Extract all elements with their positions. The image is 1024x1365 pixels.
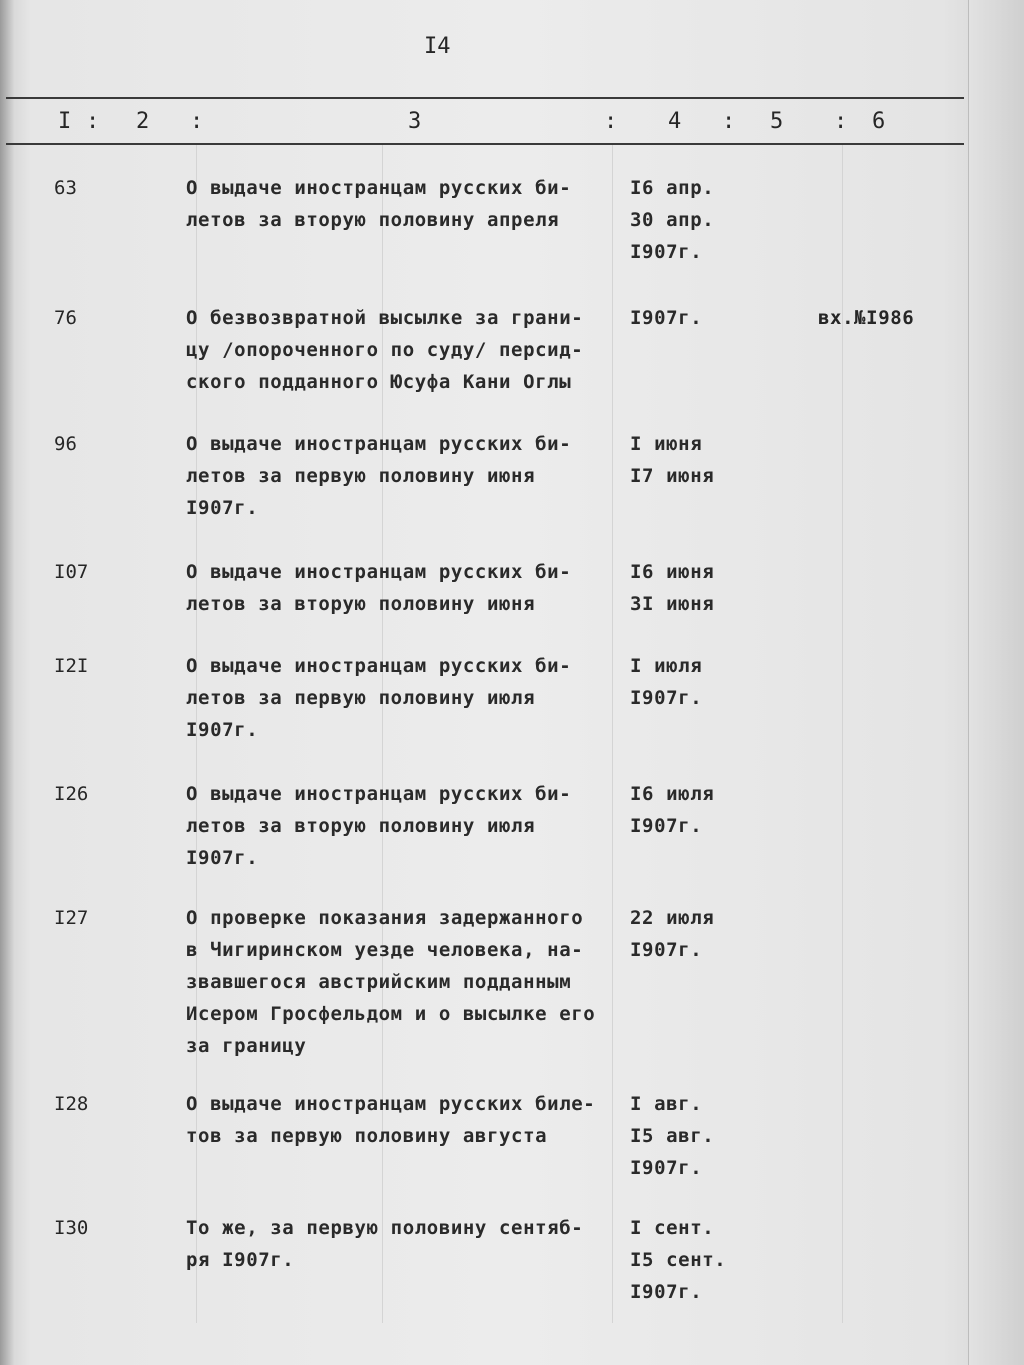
description-line: ского подданного Юсуфа Кани Оглы [186, 371, 572, 393]
date-line: I6 апр. [630, 177, 715, 199]
case-description [186, 556, 631, 620]
description-line: О проверке показания задержанного [186, 907, 584, 929]
case-dates [630, 428, 714, 492]
header-rule-top [6, 97, 964, 99]
column-header-1: I [58, 109, 74, 134]
description-line: О выдаче иностранцам русских би- [186, 655, 572, 677]
case-description [186, 1212, 631, 1276]
column-separator: : [190, 109, 206, 134]
description-line: I907г. [186, 847, 259, 869]
column-separator: : [834, 109, 850, 134]
page-right-edge [968, 0, 1024, 1365]
column-header-4: 4 [668, 109, 684, 134]
case-number: I2I [54, 655, 89, 677]
date-line: I5 сент. [630, 1249, 727, 1271]
description-line: О выдаче иностранцам русских биле- [186, 1093, 596, 1115]
description-line: летов за вторую половину июля [186, 815, 536, 837]
description-line: тов за первую половину августа [186, 1125, 548, 1147]
case-dates [630, 1212, 726, 1308]
date-line: 22 июля [630, 907, 715, 929]
column-separator: : [86, 109, 102, 134]
date-line: I907г. [630, 687, 703, 709]
case-dates [630, 902, 714, 966]
case-dates [630, 778, 714, 842]
case-number: I26 [54, 783, 89, 805]
date-line: I907г. [630, 307, 703, 329]
date-line: 3I июня [630, 593, 715, 615]
column-separator: : [604, 109, 620, 134]
date-line: I июля [630, 655, 703, 677]
description-line: Исером Гросфельдом и о высылке его [186, 1003, 596, 1025]
date-line: I907г. [630, 1157, 703, 1179]
case-description [186, 650, 631, 746]
date-line: I907г. [630, 1281, 703, 1303]
case-dates [630, 556, 714, 620]
description-line: летов за вторую половину апреля [186, 209, 560, 231]
column-header-2: 2 [136, 109, 152, 134]
date-line: I6 июля [630, 783, 715, 805]
case-number: 96 [54, 433, 77, 455]
case-number: I27 [54, 907, 89, 929]
case-dates [630, 1088, 714, 1184]
case-note: вх.№I986 [818, 307, 915, 329]
case-number: I30 [54, 1217, 89, 1239]
column-header-3: 3 [408, 109, 424, 134]
date-line: I авг. [630, 1093, 703, 1115]
date-line: I6 июня [630, 561, 715, 583]
description-line: То же, за первую половину сентяб- [186, 1217, 584, 1239]
description-line: О безвозвратной высылке за грани- [186, 307, 584, 329]
description-line: в Чигиринском уезде человека, на- [186, 939, 584, 961]
description-line: звавшегося австрийским подданным [186, 971, 572, 993]
case-description [186, 172, 631, 236]
description-line: I907г. [186, 497, 259, 519]
case-description [186, 902, 631, 1062]
date-line: 30 апр. [630, 209, 715, 231]
case-description [186, 1088, 631, 1152]
description-line: О выдаче иностранцам русских би- [186, 561, 572, 583]
description-line: летов за первую половину июля [186, 687, 536, 709]
case-description [186, 302, 631, 398]
description-line: О выдаче иностранцам русских би- [186, 433, 572, 455]
date-line: I907г. [630, 241, 703, 263]
case-description [186, 778, 631, 874]
header-rule-bottom [6, 143, 964, 145]
case-number: I07 [54, 561, 89, 583]
page-number: I4 [424, 34, 451, 59]
column-separator: : [722, 109, 738, 134]
date-line: I907г. [630, 939, 703, 961]
date-line: I сент. [630, 1217, 715, 1239]
case-dates [630, 650, 702, 714]
description-line: I907г. [186, 719, 259, 741]
description-line: О выдаче иностранцам русских би- [186, 177, 572, 199]
description-line: О выдаче иностранцам русских би- [186, 783, 572, 805]
case-number: I28 [54, 1093, 89, 1115]
description-line: за границу [186, 1035, 307, 1057]
case-dates [630, 172, 714, 268]
description-line: летов за первую половину июня [186, 465, 536, 487]
description-line: цу /опороченного по суду/ персид- [186, 339, 584, 361]
date-line: I5 авг. [630, 1125, 715, 1147]
description-line: летов за вторую половину июня [186, 593, 536, 615]
case-number: 63 [54, 177, 77, 199]
column-header-5: 5 [770, 109, 786, 134]
case-description [186, 428, 631, 524]
column-header-6: 6 [872, 109, 888, 134]
case-dates [630, 302, 702, 334]
description-line: ря I907г. [186, 1249, 295, 1271]
page-left-shadow [0, 0, 14, 1365]
date-line: I7 июня [630, 465, 715, 487]
case-number: 76 [54, 307, 77, 329]
date-line: I июня [630, 433, 703, 455]
date-line: I907г. [630, 815, 703, 837]
